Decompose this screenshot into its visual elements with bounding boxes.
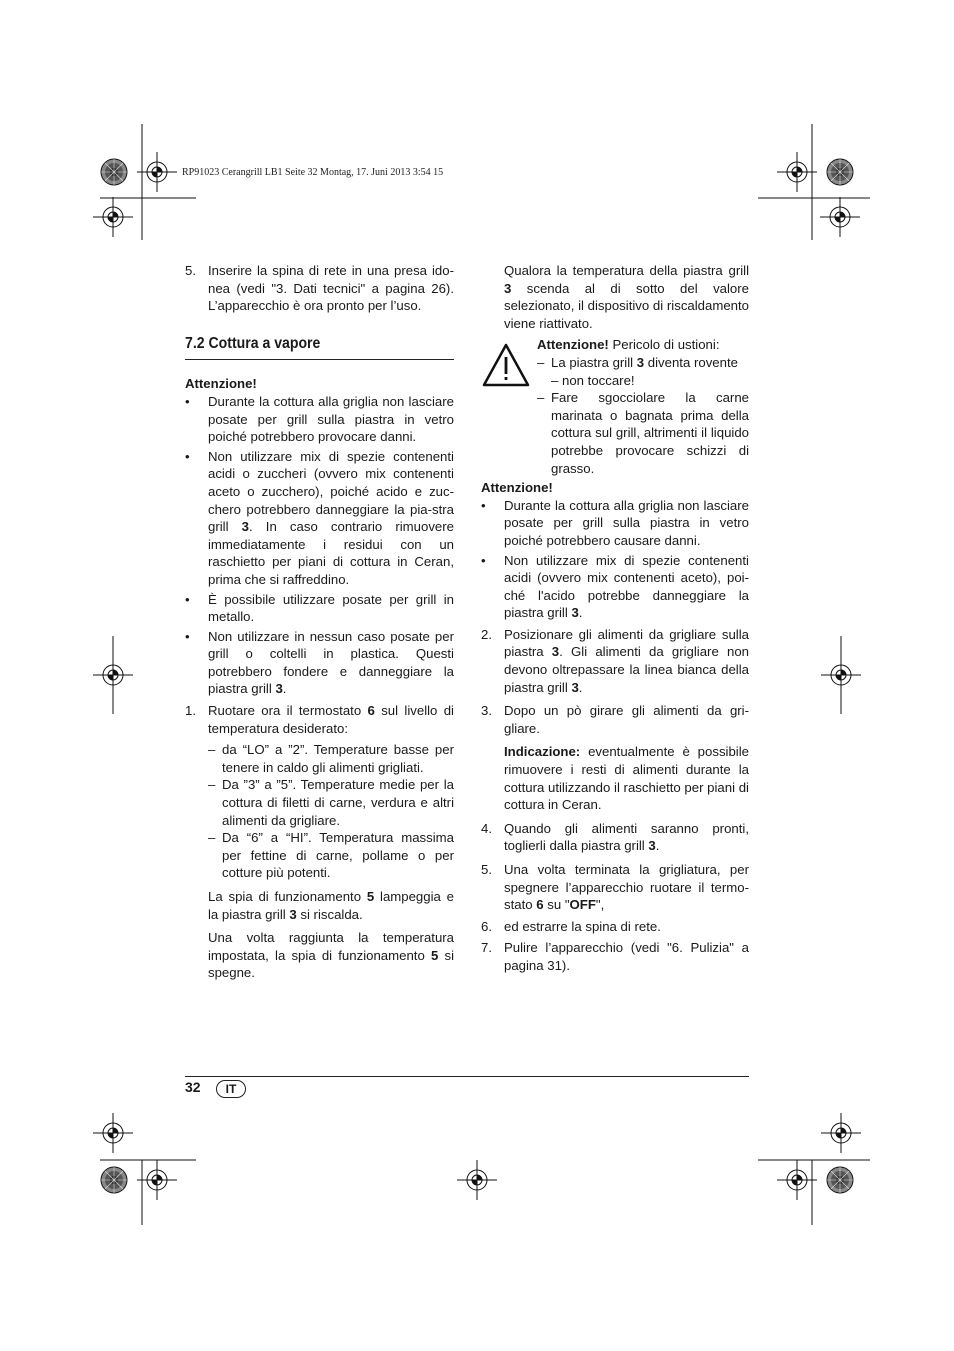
step-number: 5. — [481, 862, 492, 877]
language-badge: IT — [216, 1080, 246, 1098]
list-item — [537, 354, 749, 389]
dash-text: da “LO” a ”2”. Temperature basse per tenere in caldo gli alimenti grigliati. — [222, 742, 454, 775]
para-text: si riscalda. — [296, 906, 363, 922]
dash-text: – non toccare! — [551, 372, 635, 388]
step-text: . — [578, 679, 583, 695]
warning-text: Pericolo di ustioni: — [608, 337, 720, 353]
list-item — [208, 741, 454, 776]
step-number: 5. — [185, 263, 196, 278]
warning-label: Attenzione! — [537, 337, 609, 353]
step-text-end: sul livello di temperatura desiderato: — [208, 703, 454, 736]
dash-text: Da “6” a “HI”. Temperatura massima per fettine di carne, pollame o per cotture più potenti. — [222, 830, 454, 881]
list-item — [208, 776, 454, 829]
para-text: scenda al di sotto del valore selezionato, il dispositivo di riscaldamento viene riattivato. — [504, 280, 749, 331]
bullet-text-end: . In caso contrario rimuovere immediatamente i residui con un raschietto per piani di cottura in Ceran, prima che si raffreddino. — [208, 519, 454, 587]
right-column — [481, 262, 749, 977]
step-number: 1. — [185, 703, 196, 719]
list-item — [481, 552, 749, 622]
bullet-text-end: . — [282, 681, 287, 697]
section-heading — [185, 335, 454, 361]
step-text: Ruotare ora il termostato — [208, 703, 368, 719]
list-item — [185, 393, 454, 446]
list-item — [185, 448, 454, 589]
step-text: . — [655, 838, 660, 854]
step-5 — [481, 861, 749, 914]
step-text: su " — [543, 897, 570, 913]
list-item — [185, 591, 454, 626]
note-text: eventualmente è possibile rimuovere i resti di alimenti durante la cottura utilizzando il raschietto per piani di cottura in Ceran. — [504, 744, 749, 813]
dash-text: diventa rovente — [644, 354, 738, 370]
step-number: 6. — [481, 918, 492, 934]
attention-heading: Attenzione! — [185, 376, 257, 392]
dash-icon: – — [537, 390, 545, 406]
bullet-bold: 3 — [241, 519, 249, 535]
intro-paragraph — [481, 262, 749, 332]
step-text: Pulire l’apparecchio (vedi "6. Pulizia" a pagina 31). — [504, 940, 749, 973]
step-number: 2. — [481, 626, 492, 642]
dash-icon: – — [208, 742, 216, 758]
step-text: ", — [595, 897, 605, 913]
bullet-text: Durante la cottura alla griglia non lasciare posate per grill sulla piastra in vetro poiché potrebbero provocare danni. — [208, 393, 454, 445]
bullet-text: Non utilizzare in nessun caso posate per grill o coltelli in plastica. Questi potrebbero fondere e danneggiare la piastra grill — [208, 628, 454, 697]
step-bold: 6 — [367, 703, 375, 719]
bullet-icon: • — [185, 591, 190, 607]
print-header: RP91023 Cerangrill LB1 Seite 32 Montag, 17. Juni 2013 3:54 15 — [182, 167, 444, 178]
warning-header — [537, 336, 749, 354]
bullet-text: Non utilizzare mix di spezie contenenti acidi o zuccheri (ovvero mix contenenti aceto o zucchero), poiché acido e zuc-chero potrebbero danneggiare la pia-stra grill — [208, 448, 454, 535]
dash-icon: – — [537, 354, 545, 370]
step-4 — [481, 820, 749, 855]
step-number: 4. — [481, 820, 492, 836]
step-text: Quando gli alimenti saranno pronti, toglierli dalla piastra grill — [504, 820, 749, 854]
note-label: Indicazione: — [504, 744, 581, 760]
bullet-list — [185, 393, 454, 698]
step-3 — [481, 702, 749, 737]
step-1 — [185, 702, 454, 737]
step-bold: OFF — [569, 897, 596, 913]
list-item — [185, 628, 454, 698]
warning-triangle-icon — [481, 342, 531, 388]
step-5 — [185, 262, 454, 315]
note-paragraph — [481, 743, 749, 813]
left-column — [185, 262, 454, 982]
para-text: La spia di funzionamento — [208, 889, 367, 904]
step-bold: 3 — [648, 838, 656, 854]
dash-icon: – — [208, 830, 216, 846]
bullet-icon: • — [481, 552, 486, 568]
attention-heading: Attenzione! — [481, 480, 553, 496]
dash-text: Da ”3” a ”5”. Temperature medie per la cottura di filetti di carne, verdura e altri alimenti da grigliare. — [222, 777, 454, 828]
para-bold: 3 — [289, 906, 297, 922]
step-2 — [481, 626, 749, 696]
step-text: Posizionare gli alimenti da grigliare sulla piastra — [504, 626, 749, 660]
bullet-text-end: . — [578, 605, 583, 621]
bullet-bold: 3 — [571, 605, 579, 621]
step-text: Inserire la spina di rete in una presa ido-nea (vedi "3. Dati tecnici" a pagina 26). L’apparecchio è ora pronto per l’uso. — [208, 263, 454, 314]
dash-list — [185, 741, 454, 882]
bullet-icon: • — [481, 497, 486, 513]
footer-rule — [185, 1076, 749, 1077]
bullet-icon: • — [185, 448, 190, 464]
list-item — [208, 829, 454, 882]
step-7 — [481, 939, 749, 974]
step-text: Dopo un pò girare gli alimenti da gri-gliare. — [504, 703, 749, 736]
list-item — [537, 389, 749, 477]
section-title: 7.2 Cottura a vapore — [185, 334, 321, 352]
para-text: Una volta raggiunta la temperatura impostata, la spia di funzionamento — [208, 930, 454, 963]
para-text: Qualora la temperatura della piastra grill — [504, 263, 749, 278]
step-text: ed estrarre la spina di rete. — [504, 918, 661, 934]
page-number: 32 — [185, 1079, 201, 1095]
step-number: 7. — [481, 940, 492, 956]
step-number: 3. — [481, 703, 492, 719]
step-bold: 3 — [551, 644, 560, 660]
dash-bold: 3 — [636, 354, 645, 370]
list-item — [481, 497, 749, 550]
bullet-text: Non utilizzare mix di spezie contenenti acidi (ovvero mix contenenti aceto), poi-ché l'acido potrebbe danneggiare la piastra grill — [504, 552, 749, 621]
para-bold: 5 — [366, 889, 375, 904]
para-bold: 5 — [430, 947, 439, 963]
para-bold: 3 — [504, 280, 512, 296]
paragraph-blink — [185, 888, 454, 923]
dash-text: La piastra grill — [551, 354, 637, 370]
step-6 — [481, 918, 749, 936]
bullet-text: Durante la cottura alla griglia non lasciare posate per grill sulla piastra in vetro poiché potrebbero causare danni. — [504, 497, 749, 548]
bullet-bold: 3 — [275, 681, 283, 697]
bullet-text: È possibile utilizzare posate per grill in metallo. — [208, 591, 454, 625]
bullet-icon: • — [185, 628, 190, 644]
step-text: Una volta terminata la grigliatura, per spegnere l’apparecchio ruotare il termo-stato — [504, 862, 749, 913]
para-text: lampeggia e la piastra grill — [208, 889, 454, 922]
dash-text: Fare sgocciolare la carne marinata o bagnata prima della cottura sul grill, altrimenti il liquido potrebbe provocare schizzi di grasso. — [551, 390, 749, 476]
warning-box — [481, 336, 749, 477]
step-bold: 6 — [536, 897, 544, 913]
para-text: si spegne. — [208, 947, 455, 981]
paragraph-off — [185, 929, 454, 982]
bullet-icon: • — [185, 393, 190, 409]
step-text: . Gli alimenti da grigliare non devono oltrepassare la linea bianca della piastra grill — [504, 644, 749, 695]
step-bold: 3 — [571, 679, 579, 695]
dash-icon: – — [208, 777, 216, 793]
